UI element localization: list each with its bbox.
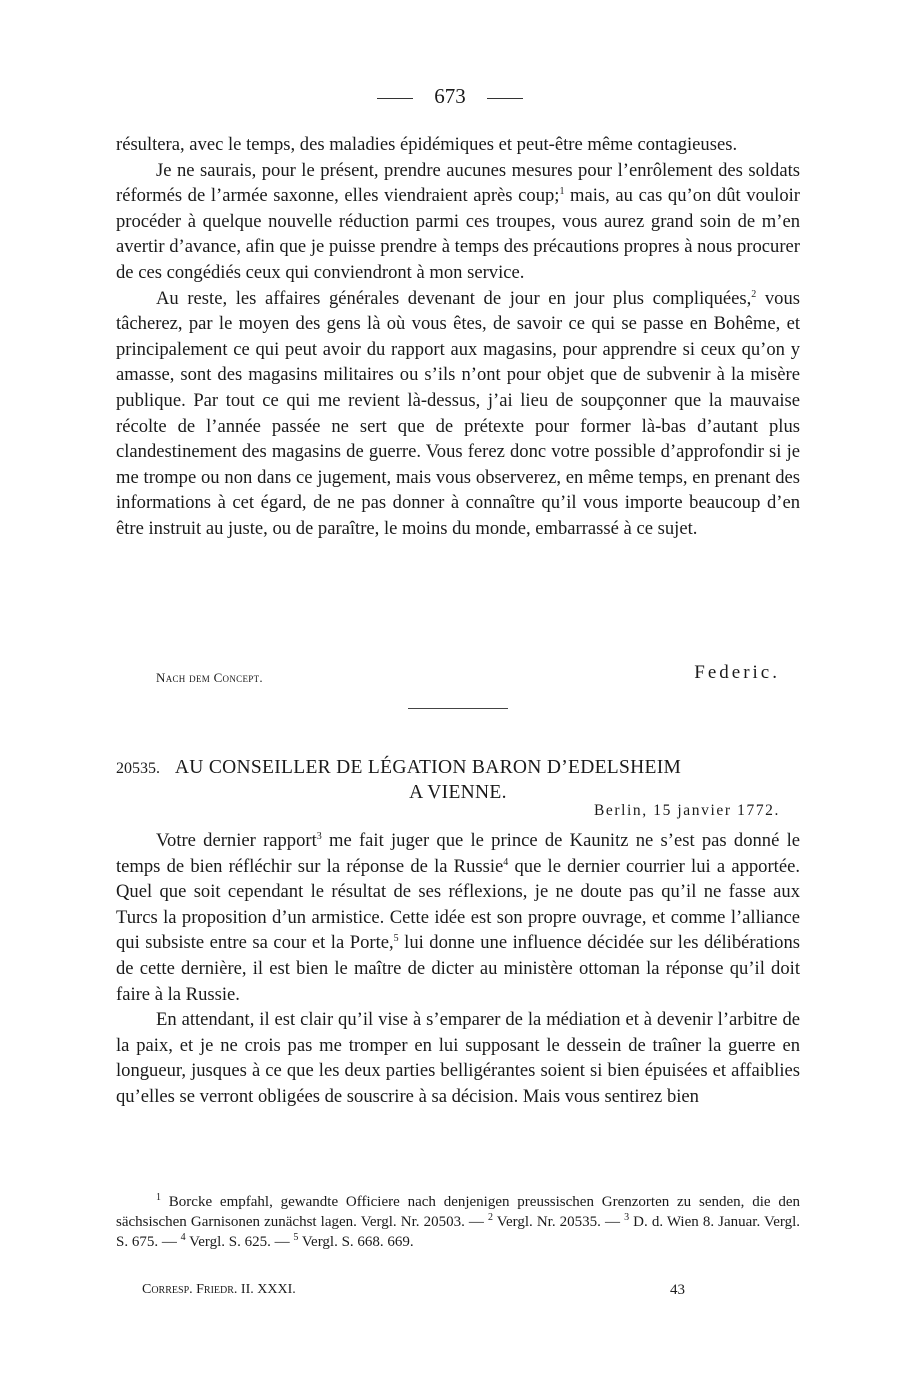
sheet-number: 43 bbox=[670, 1282, 685, 1298]
dateline: Berlin, 15 janvier 1772. bbox=[593, 802, 780, 819]
series-signature: Corresp. Friedr. II. XXXI. bbox=[142, 1282, 296, 1297]
source-note: Nach dem Concept. bbox=[156, 670, 263, 685]
letter-paragraph-1 bbox=[116, 828, 800, 1007]
letter-heading bbox=[116, 756, 800, 805]
footnote-ref-5: 5 bbox=[393, 933, 399, 945]
letter-number: 20535. bbox=[116, 760, 160, 777]
signature: Federic. bbox=[694, 662, 780, 683]
paragraph-2-text-b: mais, au cas qu’on dût vouloir procéder à quelque nouvelle réduction parmi ces troupes, vous aurez grand soin de m’en avertir d’avance, afin que je puisse prendre à temps des précautions propres à nous procurer de ces congédiés ceux qui conviendront à mon service. bbox=[116, 185, 800, 283]
footnote-3: D. d. Wien 8. Januar. Vergl. S. 675. — bbox=[116, 1214, 800, 1250]
section-divider bbox=[408, 708, 508, 709]
letter-paragraph-2: En attendant, il est clair qu’il vise à s’emparer de la médiation et à devenir l’arbitre de la paix, et je ne crois pas me tromper en lui supposant le dessein de traîner la guerre en longueur, jusques à ce que les deux parties belligérantes soient si bien épuisées et affaiblies qu’elles se verront obligées de souscrire à sa décision. Mais vous sentirez bien bbox=[116, 1009, 800, 1107]
footnote-mark-3: 3 bbox=[624, 1212, 630, 1223]
footnote-mark-4: 4 bbox=[180, 1232, 186, 1243]
letter-title-line1: AU CONSEILLER DE LÉGATION BARON D’EDELSHEIM bbox=[174, 757, 682, 778]
letter-paragraph-1-text-d: lui donne une influence décidée sur les délibérations de cette dernière, il est bien le maître de dicter au ministère ottoman la réponse qu’il doit faire à la Russie. bbox=[116, 932, 800, 1005]
footnote-ref-4: 4 bbox=[503, 856, 509, 868]
page-footer bbox=[116, 1282, 800, 1306]
footnote-4: Vergl. S. 625. — bbox=[185, 1234, 290, 1250]
footnote-5: Vergl. S. 668. 669. bbox=[298, 1234, 414, 1250]
page-number: 673 bbox=[434, 84, 466, 108]
footnote-mark-2: 2 bbox=[487, 1212, 493, 1223]
paragraph-3-text-a: Au reste, les affaires générales devenant de jour en jour plus compliquées, bbox=[156, 287, 752, 309]
paragraph-2-text-a: Je ne saurais, pour le présent, prendre aucunes mesures pour l’enrôlement des soldats réformés de l’armée saxonne, elles viendraient après coup; bbox=[116, 159, 800, 207]
paragraph-1: résultera, avec le temps, des maladies épidémiques et peut-être même contagieuses. bbox=[116, 134, 738, 155]
footnote-text bbox=[116, 1192, 800, 1252]
footnote-2: Vergl. Nr. 20535. — bbox=[492, 1214, 620, 1230]
paragraph-2 bbox=[116, 158, 800, 286]
letter-paragraph-1-text-b: me fait juger que le prince de Kaunitz ne s’est pas donné le temps de bien réfléchir sur la réponse de la Russie bbox=[116, 830, 800, 877]
letter-paragraph-1-text-c: que le dernier courrier lui a apportée. Quel que soit cependant le résultat de ses réflexions, je ne doute pas qu’il ne fasse aux Turcs la proposition d’un armistice. Cette idée est son propre ouvrage, et comme l’alliance qui subsiste entre sa cour et la Porte, bbox=[116, 855, 800, 954]
letter-continuation bbox=[116, 132, 800, 542]
paragraph-3-text-b: vous tâcherez, par le moyen des gens là où vous êtes, de savoir ce qui se passe en Bohême, et principalement ce qui peut avoir du rapport aux magasins, pour apprendre si ceux qu’on y amasse, sont des magasins militaires ou s’ils n’ont pour objet que de subvenir à la misère publique. Par tout ce qui me revient là-dessus, j’ai lieu de soupçonner que la mauvaise récolte de l’année passée ne sert que de prétexte pour former là-bas d’autant plus clandestinement des magasins de guerre. Vous ferez donc votre possible d’approfondir si je me trompe ou non dans ce jugement, mais vous observerez, en même temps, en prenant des informations à cet égard, de ne pas donner à connaître qu’il vous importe beaucoup d’en être instruit au juste, ou de paraître, le moins du monde, embarrassé à ce sujet. bbox=[116, 287, 800, 539]
letter-title-line2: A VIENNE. bbox=[409, 782, 507, 803]
header-rule-right bbox=[487, 98, 523, 99]
footnote-ref-1: 1 bbox=[559, 186, 565, 197]
header-rule-left bbox=[377, 98, 413, 99]
footnote-mark-1: 1 bbox=[156, 1192, 161, 1203]
footnote-mark-5: 5 bbox=[293, 1232, 299, 1243]
footnote-ref-3: 3 bbox=[316, 830, 322, 842]
letter-paragraph-1-text-a: Votre dernier rapport bbox=[156, 830, 317, 851]
footnote-ref-2: 2 bbox=[751, 288, 757, 300]
letter-body bbox=[116, 828, 800, 1110]
page-header bbox=[0, 84, 900, 109]
closing-row bbox=[116, 660, 780, 690]
paragraph-3 bbox=[116, 286, 800, 542]
footnotes bbox=[116, 1192, 800, 1252]
footnote-1: Borcke empfahl, gewandte Officiere nach denjenigen preussischen Grenzorten zu senden, die den sächsischen Garnisonen zunächst lagen. Vergl. Nr. 20503. — bbox=[116, 1194, 800, 1230]
